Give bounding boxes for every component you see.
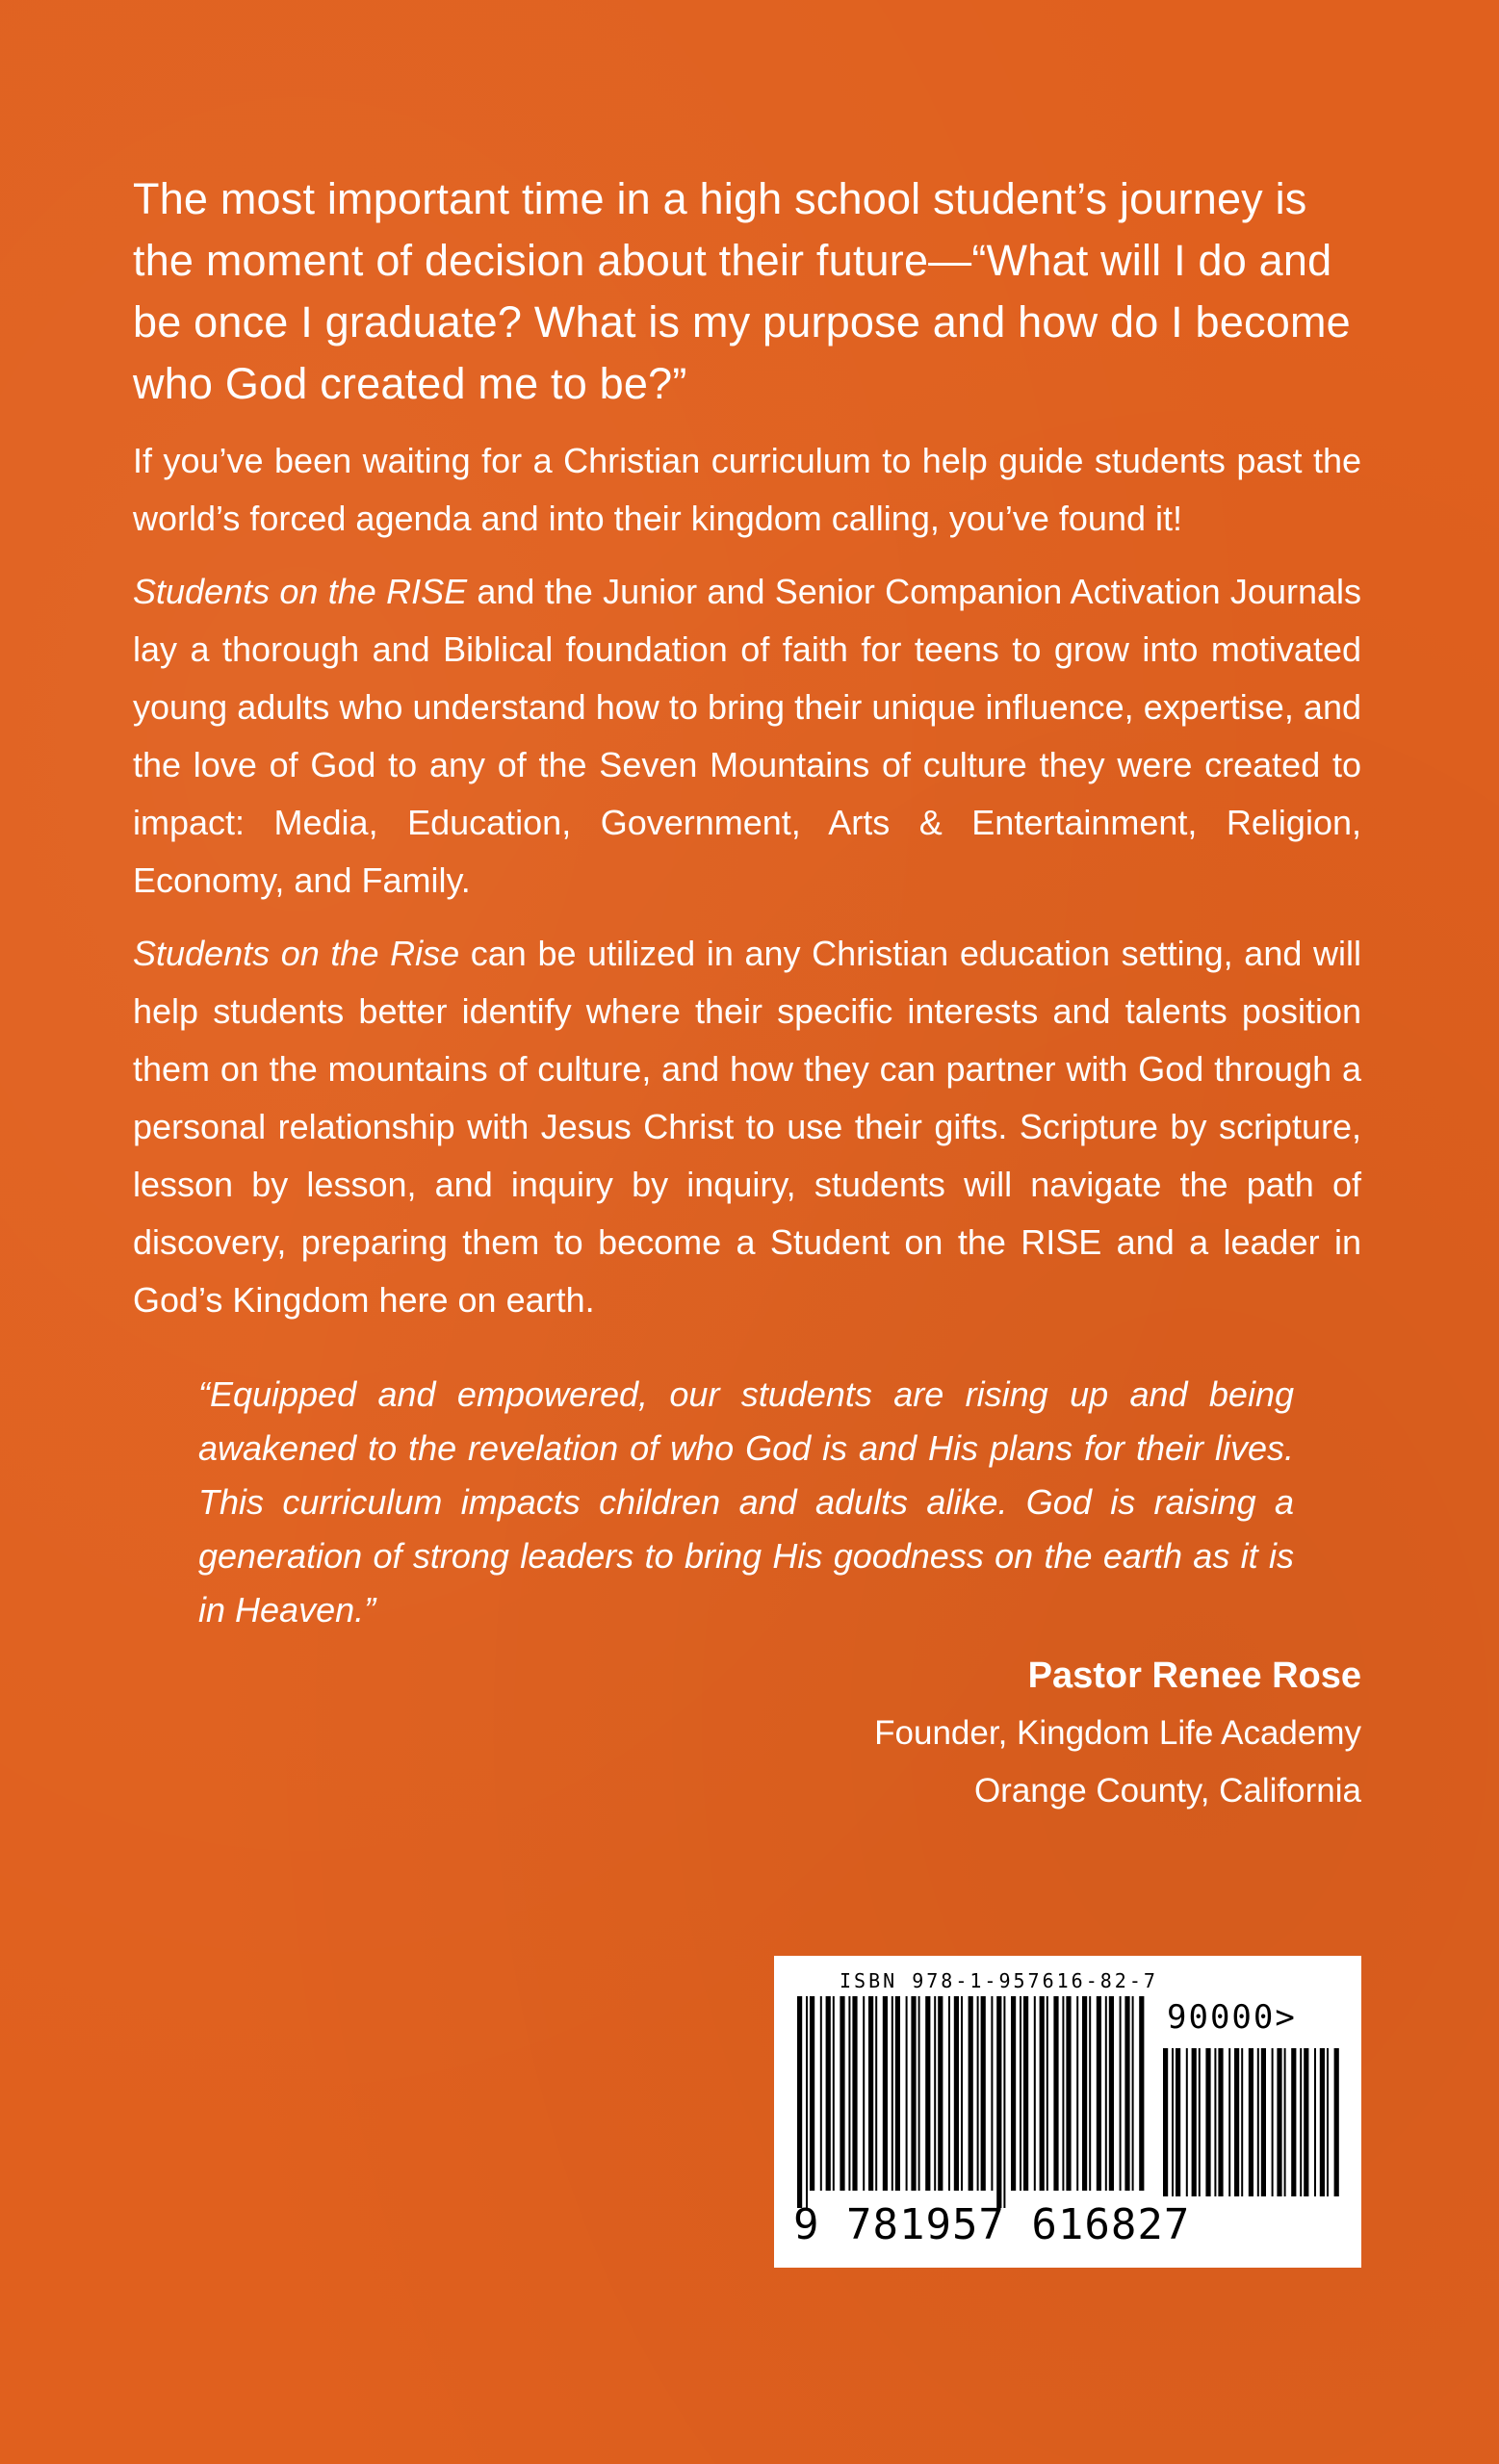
barcode-bar xyxy=(1291,2048,1296,2196)
barcode-bar xyxy=(1314,2048,1316,2196)
barcode-bar xyxy=(1261,2048,1266,2196)
barcode-bar xyxy=(852,1996,857,2191)
book-title-italic: Students on the Rise xyxy=(133,934,460,973)
barcode-bar xyxy=(833,1996,835,2191)
barcode-bar xyxy=(911,1996,916,2191)
barcode-bar xyxy=(895,1996,900,2191)
barcode-bar xyxy=(892,1996,893,2191)
barcode-bar xyxy=(938,1996,943,2191)
barcode-bar xyxy=(1320,2048,1325,2196)
barcode-bar xyxy=(954,1996,959,2191)
barcode-bar xyxy=(810,1996,814,2191)
body-paragraph-2 xyxy=(133,563,1361,910)
isbn-label: ISBN 978-1-957616-82-7 xyxy=(840,1969,1158,1992)
barcode-bar xyxy=(1284,2048,1286,2196)
ean-digits: 9 781957 616827 xyxy=(793,2200,1191,2249)
barcode-bar xyxy=(1214,2048,1216,2196)
endorser-title: Founder, Kingdom Life Academy xyxy=(874,1714,1361,1752)
barcode-bar xyxy=(1234,2048,1239,2196)
body-paragraph-1: If you’ve been waiting for a Christian curriculum to help guide students past the world’s forced agenda and into their kingdom calling, you’ve found it! xyxy=(133,441,1361,538)
price-code: 90000> xyxy=(1167,1998,1297,2037)
barcode-bar xyxy=(1304,2048,1308,2196)
barcode-bar xyxy=(1097,1996,1101,2191)
barcode-bar xyxy=(1082,1996,1087,2191)
barcode-bar xyxy=(826,1996,831,2191)
barcode-bar xyxy=(981,1996,986,2191)
barcode-bar xyxy=(1228,2048,1230,2196)
barcode-bar xyxy=(1120,1996,1122,2191)
barcode-bar xyxy=(1241,2048,1243,2196)
barcode-bar xyxy=(883,1996,888,2191)
barcode-bar xyxy=(1186,2048,1188,2196)
barcode-bar xyxy=(948,1996,950,2191)
barcode-bar xyxy=(1334,2048,1339,2196)
barcode-bar xyxy=(1047,1996,1048,2191)
barcode-bar xyxy=(1163,2048,1168,2196)
barcode-bar xyxy=(875,1996,877,2191)
barcode-bar xyxy=(1257,2048,1259,2196)
endorser-location: Orange County, California xyxy=(973,1772,1361,1810)
endorsement-attribution xyxy=(133,1647,1361,1820)
barcode-bar xyxy=(1109,1996,1114,2191)
barcode-bar xyxy=(961,1996,963,2191)
barcode-bar xyxy=(925,1996,930,2191)
barcode-bar xyxy=(1199,2048,1201,2196)
barcode-bar xyxy=(1062,1996,1064,2191)
barcode-bar xyxy=(797,1996,802,2208)
barcode-bar xyxy=(1327,2048,1329,2196)
barcode-bar xyxy=(1139,1996,1144,2191)
barcode-bar xyxy=(1003,1996,1005,2208)
barcode-bar xyxy=(1105,1996,1107,2191)
endorsement-quote: “Equipped and empowered, our students are rising up and being awakened to the revelation of who God is and His plans for their lives. This curriculum impacts children and adults alike. God is raising a generation of strong leaders to bring His goodness on the earth as it is in Heaven.” xyxy=(198,1374,1294,1630)
barcode-bar xyxy=(820,1996,822,2191)
barcode-bar xyxy=(1020,1996,1021,2191)
barcode-bar xyxy=(996,1996,1001,2208)
barcode-bar xyxy=(1089,1996,1091,2191)
barcode-bar xyxy=(806,1996,808,2208)
barcode-bar xyxy=(1040,1996,1045,2191)
barcode-bar xyxy=(977,1996,979,2191)
barcode-bar xyxy=(934,1996,936,2191)
cover-text xyxy=(133,168,1361,1820)
barcode-bar xyxy=(1011,1996,1016,2191)
barcode-bar xyxy=(1066,1996,1071,2191)
barcode-bar xyxy=(969,1996,973,2191)
barcode-bar xyxy=(1300,2048,1302,2196)
barcode-bar xyxy=(1053,1996,1058,2191)
barcode-bar xyxy=(868,1996,873,2191)
barcode-bar xyxy=(848,1996,850,2191)
barcode-bar xyxy=(840,1996,844,2191)
barcode-bar xyxy=(1076,1996,1078,2191)
barcode-bar xyxy=(1176,2048,1180,2196)
barcode-bar xyxy=(1124,1996,1129,2191)
barcode-bar xyxy=(1172,2048,1174,2196)
barcode-bar xyxy=(918,1996,920,2191)
body-paragraph-2-text: and the Junior and Senior Companion Activation Journals lay a thorough and Biblical foundation of faith for teens to grow into motivated young adults who understand how to bring their unique influence, expertise, and the love of God to any of the Seven Mountains of culture they were created to impact: Media, Education, Government, Arts & Entertainment, Religion, Economy, and Family. xyxy=(133,572,1362,900)
barcode-bar xyxy=(1023,1996,1028,2191)
body-paragraph-3 xyxy=(133,925,1361,1329)
lead-paragraph: The most important time in a high school student’s journey is the moment of decision about their future—“What will I do and be once I graduate? What is my purpose and how do I become who God created me to be?” xyxy=(133,174,1351,408)
book-title-italic: Students on the RISE xyxy=(133,572,468,611)
barcode-bar xyxy=(906,1996,908,2191)
body-paragraph-3-text: can be utilized in any Christian education setting, and will help students better identify where their specific interests and talents position them on the mountains of culture, and how they can partner with God through a personal relationship with Jesus Christ to use their gifts. Scripture by scripture, lesson by lesson, and inquiry by inquiry, students will navigate the path of discovery, preparing them to become a Student on the RISE and a leader in God’s Kingdom here on earth. xyxy=(133,934,1362,1320)
barcode-bar xyxy=(1132,1996,1134,2191)
endorser-name: Pastor Renee Rose xyxy=(1027,1656,1361,1696)
barcode-bar xyxy=(1034,1996,1036,2191)
barcode-bar xyxy=(991,1996,993,2191)
isbn-barcode xyxy=(774,1956,1361,2268)
barcode-bar xyxy=(1272,2048,1274,2196)
barcode-bar xyxy=(1249,2048,1253,2196)
barcode-bar xyxy=(863,1996,865,2191)
barcode-bar xyxy=(1205,2048,1210,2196)
barcode-bar xyxy=(1192,2048,1197,2196)
barcode-bar xyxy=(1218,2048,1223,2196)
barcode-bar xyxy=(1277,2048,1281,2196)
